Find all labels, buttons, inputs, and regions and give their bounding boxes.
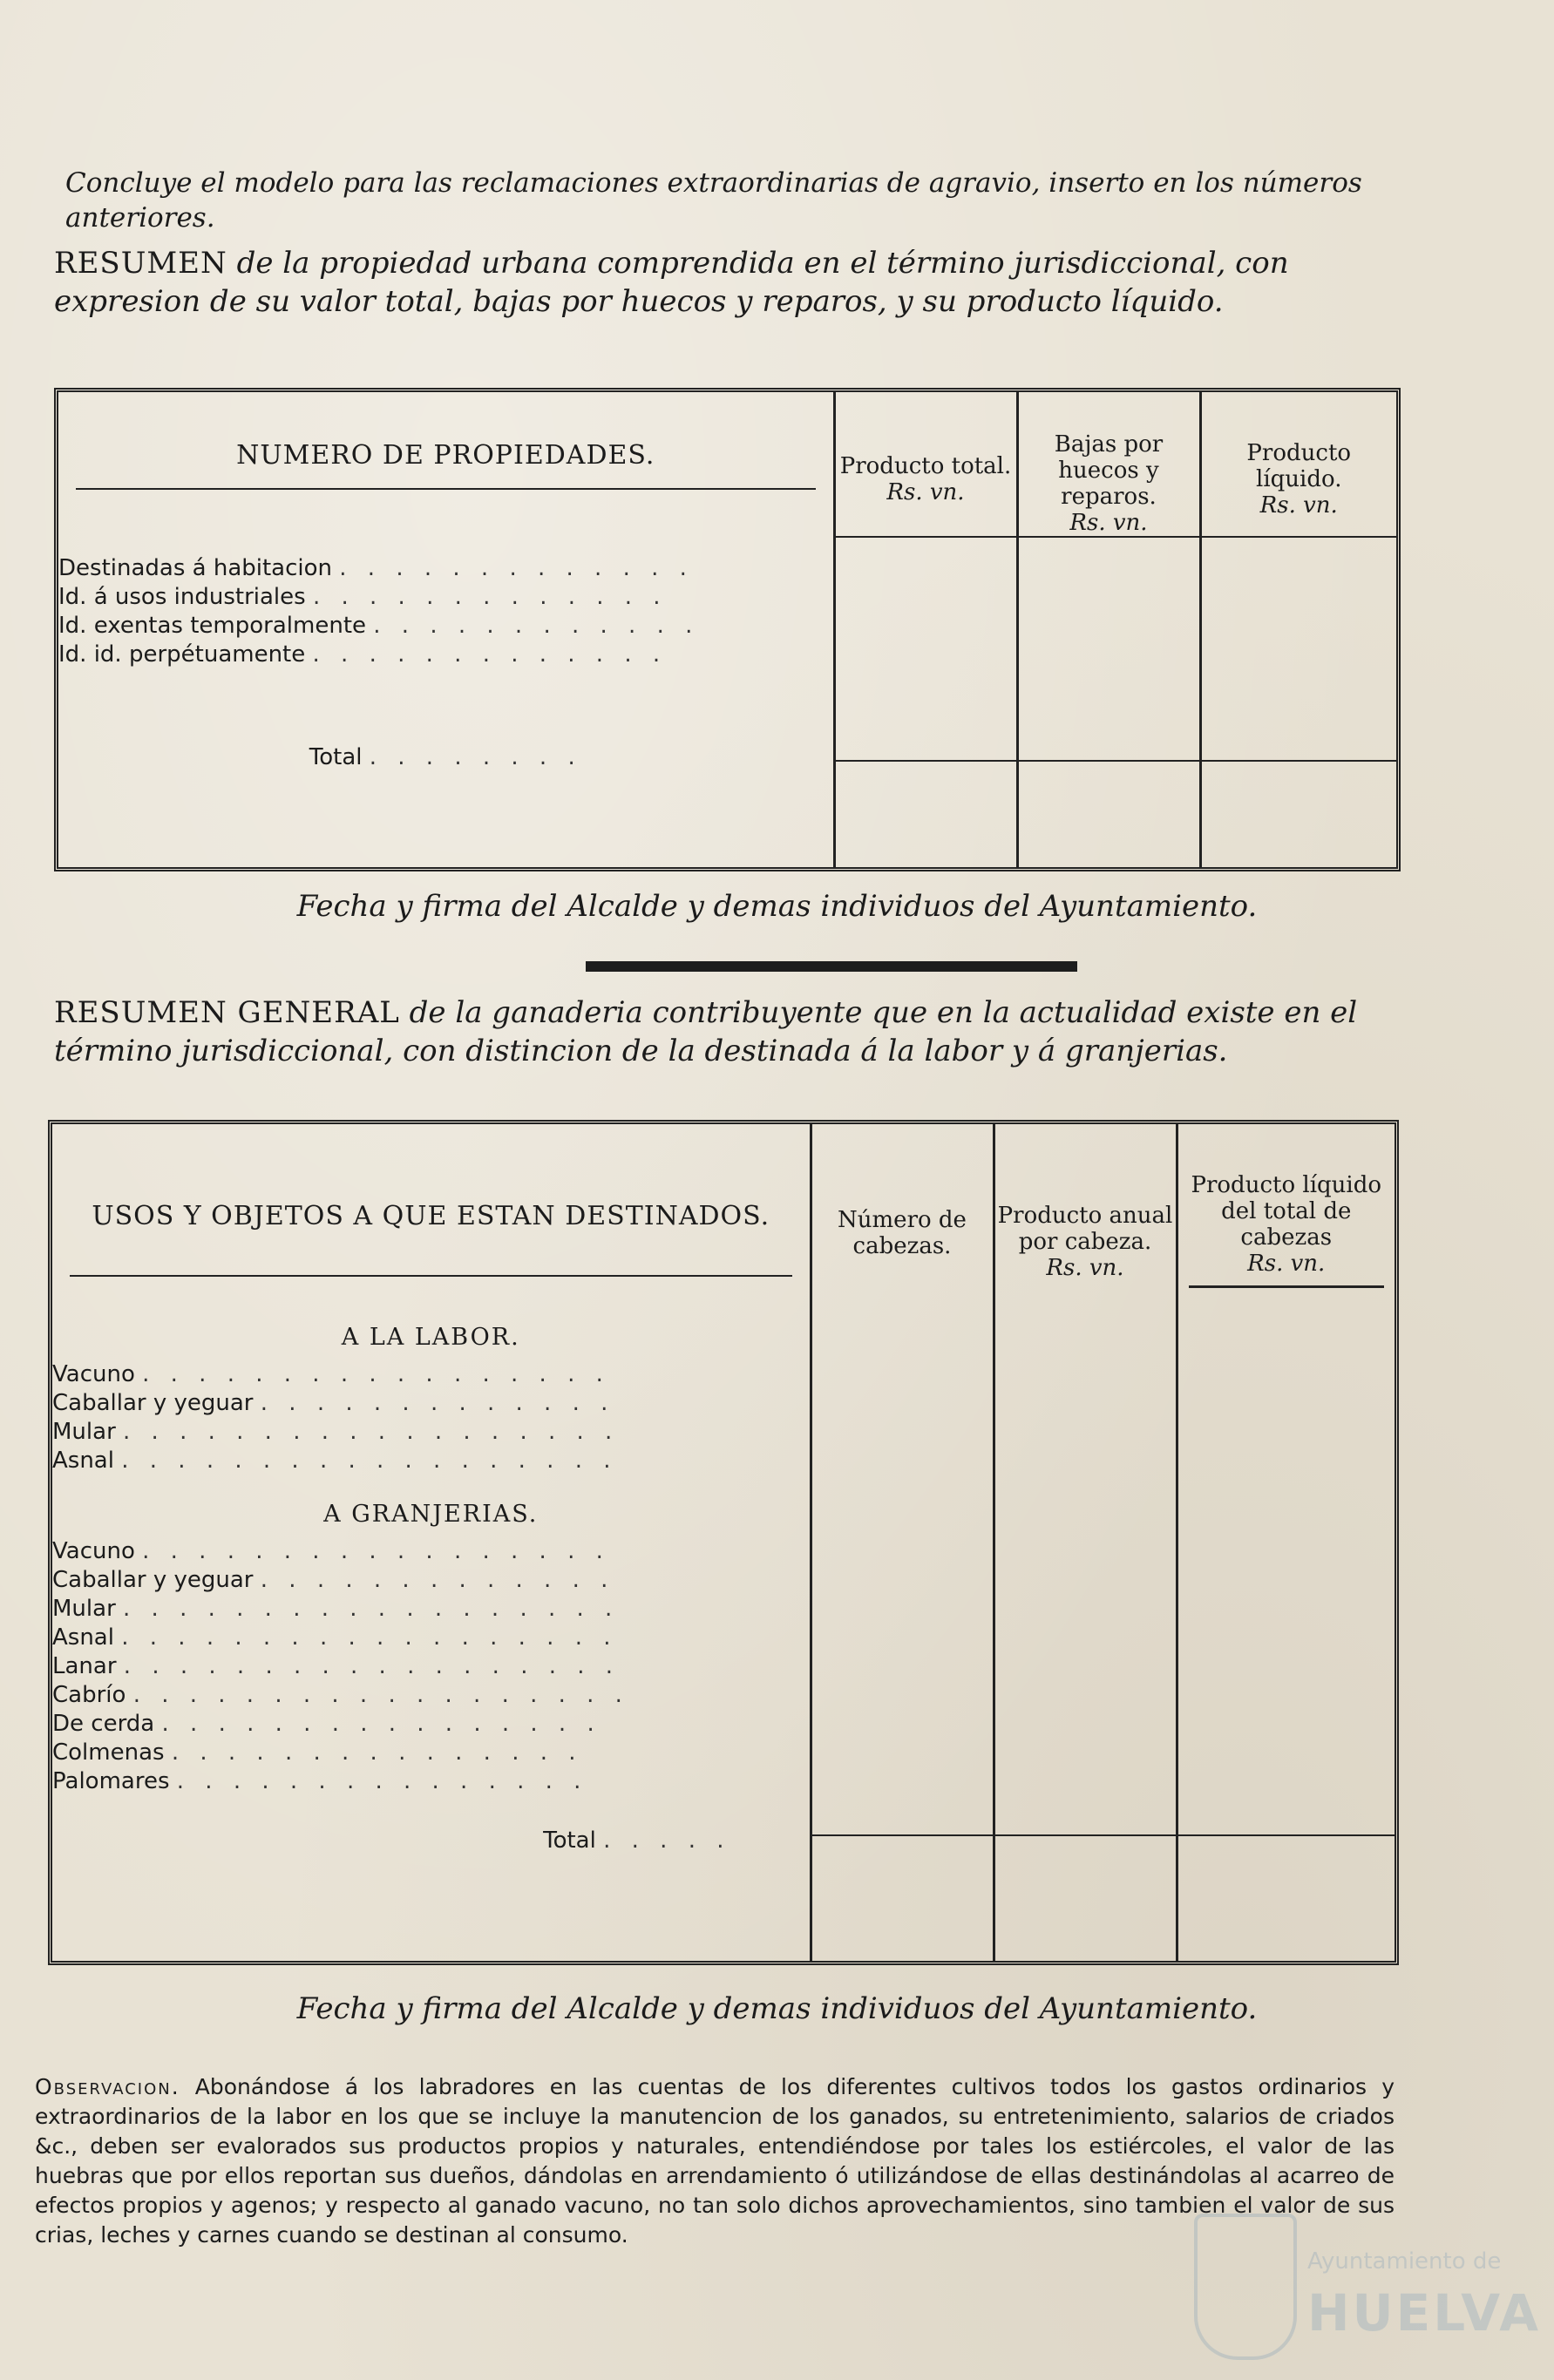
urban-col-bajas-unit: Rs. vn.	[1069, 510, 1148, 536]
livestock-main-header: USOS Y OBJETOS A QUE ESTAN DESTINADOS.	[70, 1124, 792, 1277]
labor-row: Asnal . . . . . . . . . . . . . . . . . .	[52, 1448, 618, 1474]
granjerias-row: Caballar y yeguar . . . . . . . . . . . . .	[52, 1567, 615, 1593]
livestock-col-anual: Producto anual por cabeza.	[997, 1203, 1173, 1255]
granjerias-row: Colmenas . . . . . . . . . . . . . . .	[52, 1739, 583, 1766]
archive-watermark	[1194, 2214, 1542, 2362]
granjerias-row: Cabrío . . . . . . . . . . . . . . . . . .	[52, 1682, 629, 1708]
granjerias-row: Vacuno . . . . . . . . . . . . . . . . .	[52, 1538, 610, 1564]
granjerias-row: Palomares . . . . . . . . . . . . . . .	[52, 1768, 588, 1794]
observation-paragraph	[35, 2072, 1395, 2250]
granjerias-row: De cerda . . . . . . . . . . . . . . . .	[52, 1711, 601, 1737]
section-divider-rule	[586, 961, 1077, 972]
urban-total-line	[1202, 760, 1397, 762]
livestock-total-line	[995, 1834, 1176, 1836]
urban-row: Id. á usos industriales . . . . . . . . . . . . .	[58, 584, 668, 610]
urban-heading-text: de la propiedad urbana comprendida en el término jurisdiccional, con expresion de su valor total, bajas por huecos y reparos, y su producto líquido.	[54, 246, 1289, 319]
intro-line: Concluye el modelo para las reclamaciones extraordinarias de agravio, inserto en los números anteriores.	[65, 167, 1362, 234]
granjerias-row: Asnal . . . . . . . . . . . . . . . . . .	[52, 1624, 618, 1651]
livestock-col-numero: Número de cabezas.	[838, 1207, 967, 1259]
urban-total-row: Total . . . . . . . .	[309, 744, 582, 770]
livestock-col-liquido-unit: Rs. vn.	[1247, 1251, 1326, 1277]
observation-lead: Observacion.	[35, 2074, 180, 2099]
urban-col-bajas: Bajas por huecos y reparos.	[1054, 431, 1164, 510]
labor-row: Vacuno . . . . . . . . . . . . . . . . .	[52, 1361, 610, 1387]
watermark-line1: Ayuntamiento de	[1307, 2248, 1502, 2275]
labor-row: Caballar y yeguar . . . . . . . . . . . . .	[52, 1390, 615, 1416]
livestock-col-anual-unit: Rs. vn.	[1046, 1255, 1124, 1281]
livestock-total-line	[812, 1834, 993, 1836]
labor-row: Mular . . . . . . . . . . . . . . . . . .	[52, 1419, 620, 1445]
granjerias-row: Mular . . . . . . . . . . . . . . . . . .	[52, 1596, 620, 1622]
urban-total-line	[1019, 760, 1199, 762]
signature-line-2: Fecha y firma del Alcalde y demas individuos del Ayuntamiento.	[296, 1991, 1258, 2026]
urban-row: Id. id. perpétuamente . . . . . . . . . . . . .	[58, 641, 668, 668]
livestock-table	[48, 1120, 1399, 1965]
livestock-heading-text: de la ganaderia contribuyente que en la actualidad existe en el término jurisdiccional, con distincion de la destinada á la labor y á granjerias.	[54, 995, 1358, 1068]
urban-col-liquido: Producto líquido.	[1246, 440, 1352, 492]
urban-col-liquido-unit: Rs. vn.	[1259, 492, 1338, 519]
observation-text: Abonándose á los labradores en las cuentas de los diferentes cultivos todos los gastos ordinarios y extraordinarios de la labor en los que se incluye la manutencion de los ganados, su entretenimiento, salarios de criados &c., deben ser evalorados sus productos propios y naturales, entendiéndose por tales los estiércoles, el valor de las huebras que por ellos reportan sus dueños, dándolas en arrendamiento ó utilizándose de ellas destinándolas al acarreo de efectos propios y agenos; y respecto al ganado vacuno, no tan solo dichos aprovechamientos, sino tambien el valor de sus crias, leches y carnes cuando se destinan al consumo.	[35, 2074, 1395, 2248]
urban-row: Destinadas á habitacion . . . . . . . . . . . . .	[58, 555, 694, 581]
livestock-total-row: Total . . . . .	[543, 1827, 731, 1854]
livestock-heading-cap: RESUMEN GENERAL	[54, 995, 400, 1030]
urban-row: Id. exentas temporalmente . . . . . . . . . . . .	[58, 613, 700, 639]
urban-col-total: Producto total.	[839, 453, 1012, 479]
granjerias-row: Lanar . . . . . . . . . . . . . . . . . .	[52, 1653, 621, 1679]
urban-heading	[54, 244, 1422, 321]
urban-total-line	[836, 760, 1016, 762]
urban-heading-cap: RESUMEN	[54, 246, 227, 281]
watermark-line2: HUELVA	[1307, 2283, 1542, 2343]
livestock-col-liquido: Producto líquido del total de cabezas	[1191, 1172, 1382, 1251]
livestock-total-line	[1178, 1834, 1395, 1836]
signature-line-1: Fecha y firma del Alcalde y demas individuos del Ayuntamiento.	[296, 889, 1258, 924]
section-labor-title: A LA LABOR.	[341, 1324, 520, 1351]
urban-main-header: NUMERO DE PROPIEDADES.	[76, 392, 816, 490]
coat-of-arms-icon	[1194, 2214, 1297, 2360]
urban-table	[54, 388, 1401, 871]
livestock-heading	[54, 993, 1422, 1070]
urban-col-total-unit: Rs. vn.	[886, 479, 965, 505]
section-granjerias-title: A GRANJERIAS.	[323, 1501, 539, 1528]
